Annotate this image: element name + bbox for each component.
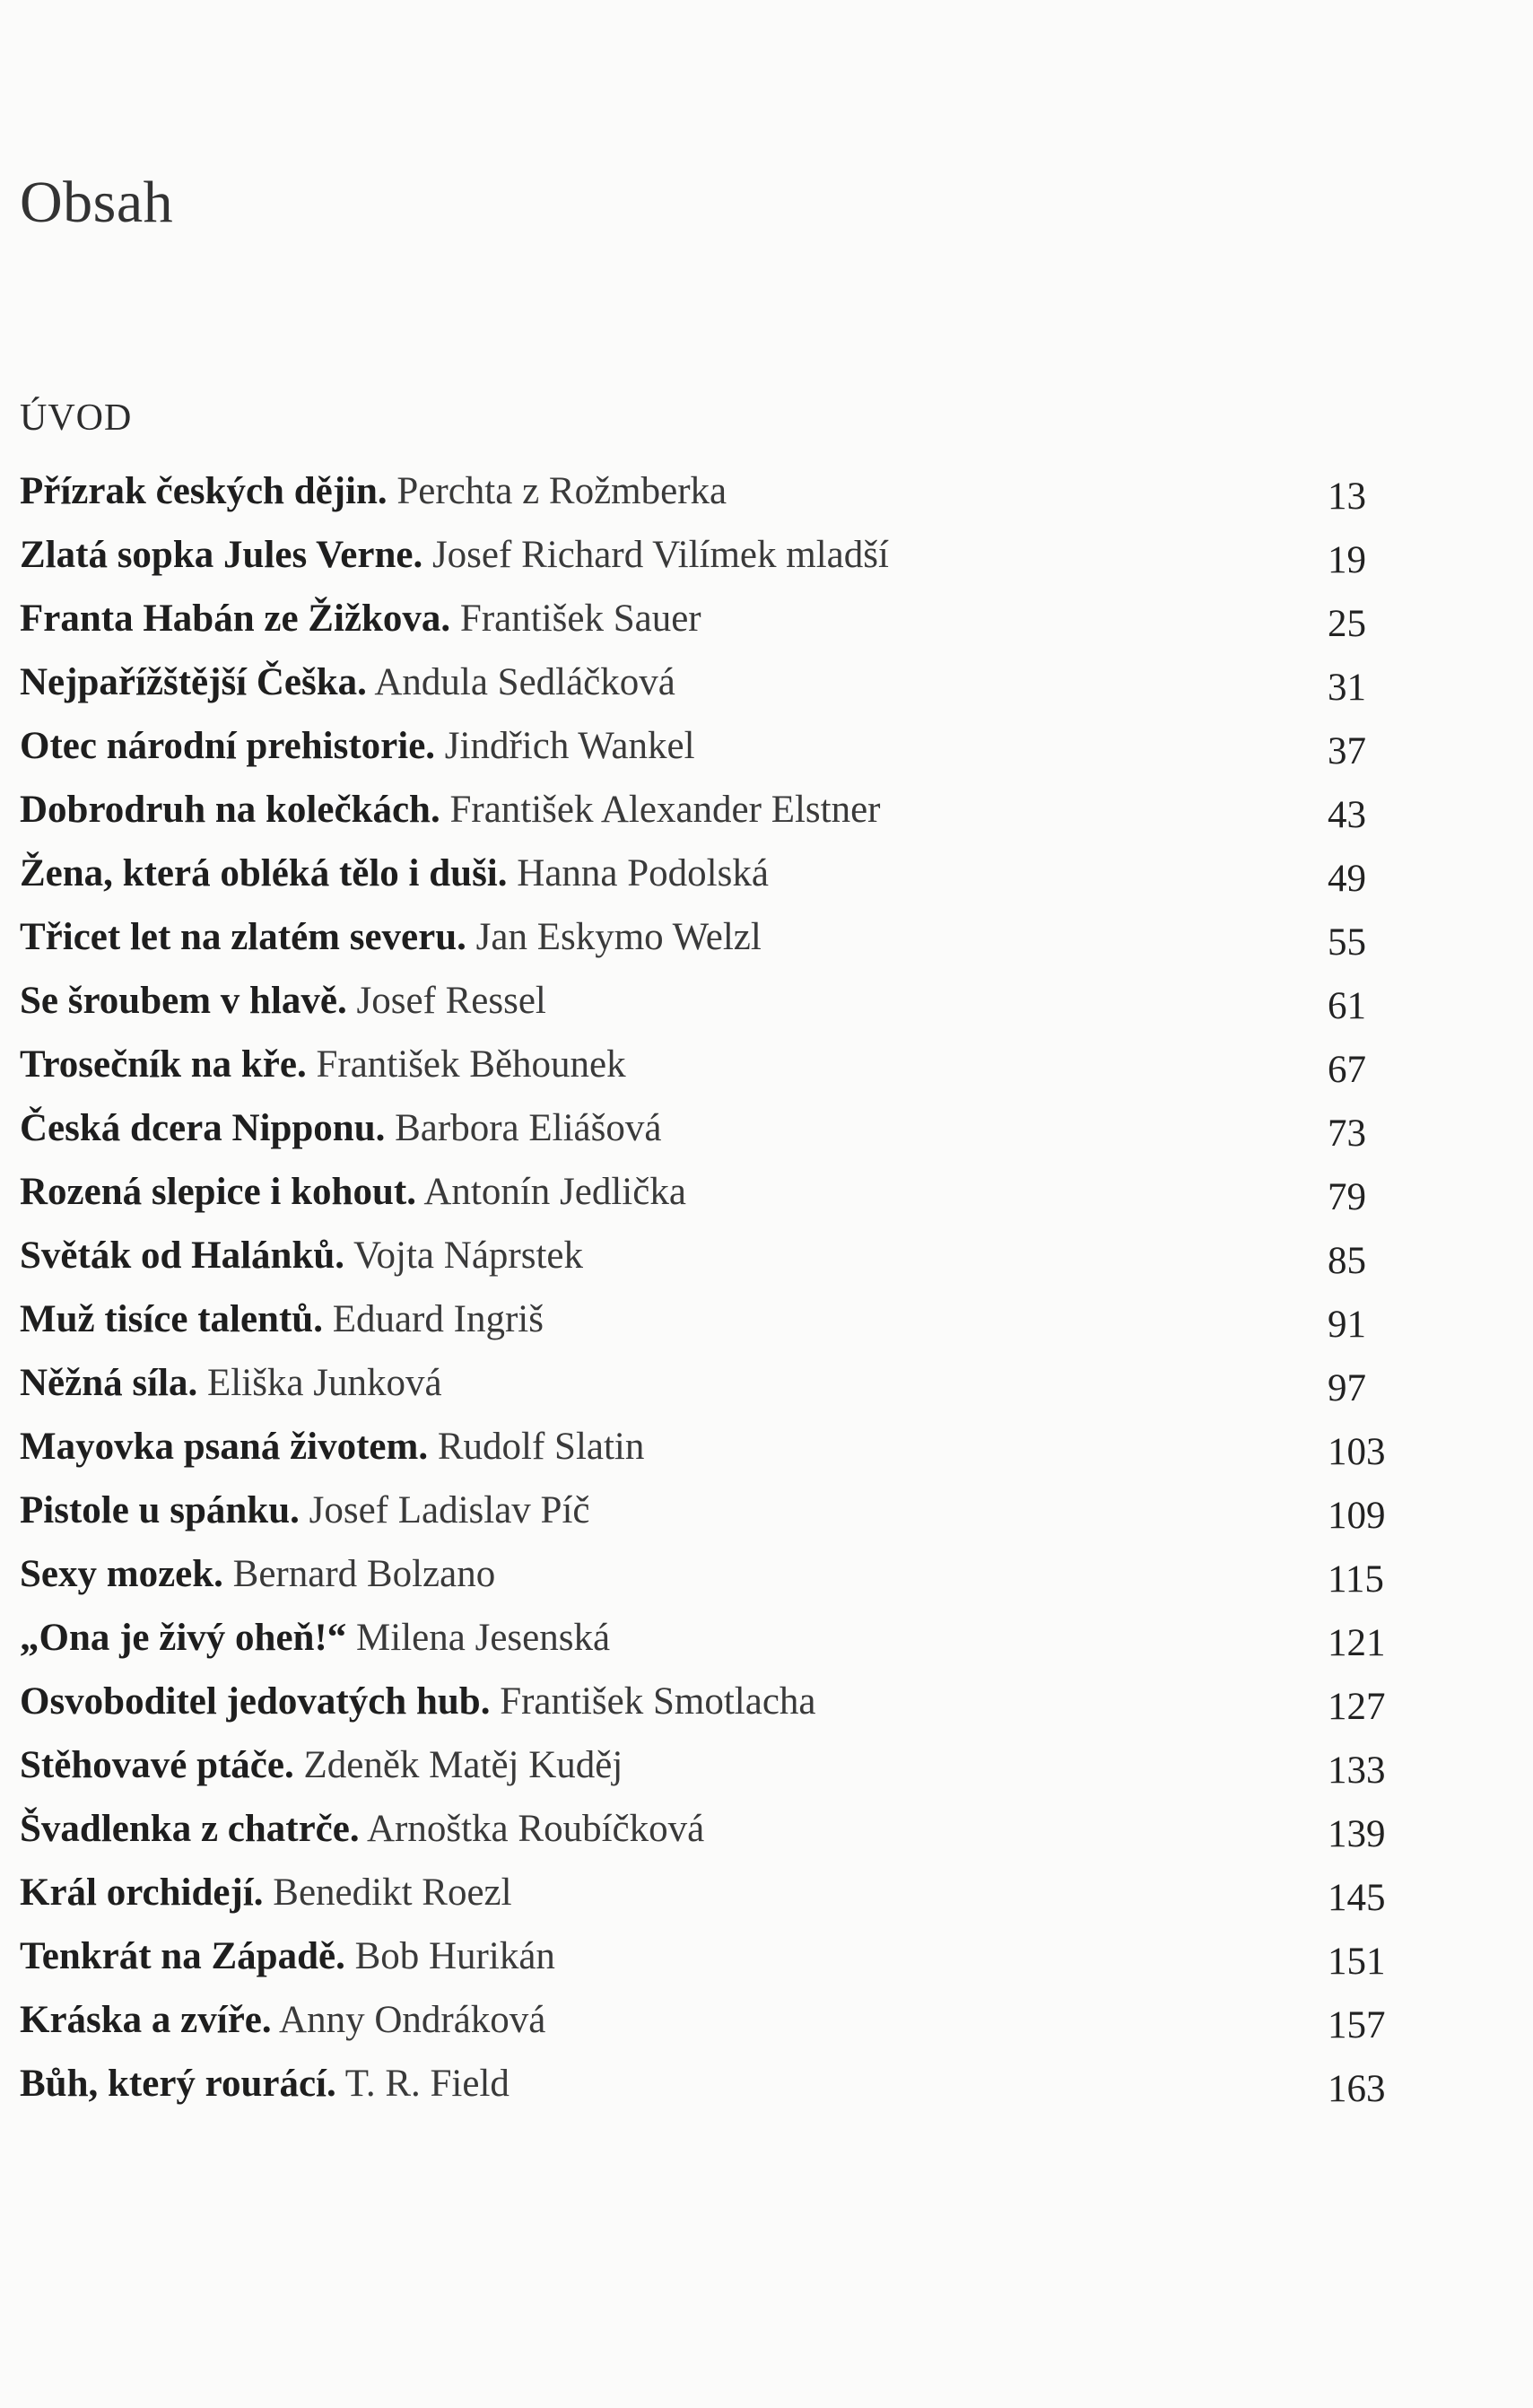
toc-entry bbox=[20, 969, 1401, 1033]
toc-entry-title: Se šroubem v hlavě. bbox=[20, 980, 347, 1022]
toc-entry-page-number: 115 bbox=[1328, 1558, 1384, 1601]
toc-entry-page-number: 139 bbox=[1328, 1813, 1386, 1855]
toc-entry-author: Antonín Jedlička bbox=[423, 1171, 686, 1213]
toc-entry-page-number: 67 bbox=[1328, 1049, 1366, 1091]
toc-entry-page-number: 19 bbox=[1328, 539, 1366, 581]
toc-entry-page-number: 43 bbox=[1328, 794, 1366, 836]
toc-entry-title: Bůh, který rourácí. bbox=[20, 2063, 336, 2105]
toc-entry-title: Pistole u spánku. bbox=[20, 1489, 300, 1531]
toc-entry-title: Kráska a zvíře. bbox=[20, 1999, 272, 2041]
toc-entry-author: Perchta z Rožmberka bbox=[396, 470, 727, 512]
toc-entry-title: Tenkrát na Západě. bbox=[20, 1935, 345, 1977]
toc-entry-title: Sexy mozek. bbox=[20, 1553, 223, 1595]
toc-entry-author: František Smotlacha bbox=[500, 1680, 816, 1723]
toc-entry-author: Eliška Junková bbox=[207, 1362, 442, 1404]
toc-entry-page-number: 25 bbox=[1328, 603, 1366, 645]
toc-entry-page-number: 79 bbox=[1328, 1176, 1366, 1218]
toc-entry-title: Trosečník na kře. bbox=[20, 1043, 307, 1086]
toc-entry-page-number: 109 bbox=[1328, 1495, 1386, 1537]
toc-entry-title: Otec národní prehistorie. bbox=[20, 725, 436, 767]
toc-entry bbox=[20, 650, 1401, 714]
toc-entry bbox=[20, 905, 1401, 969]
toc-entry bbox=[20, 1287, 1401, 1351]
toc-entry-title: Král orchidejí. bbox=[20, 1871, 264, 1914]
toc-entry-author: František Běhounek bbox=[316, 1043, 626, 1086]
toc-entry-page-number: 55 bbox=[1328, 921, 1366, 964]
toc-entry-author: Rudolf Slatin bbox=[437, 1426, 645, 1468]
toc-entry-title: Světák od Halánků. bbox=[20, 1235, 345, 1277]
toc-entry-title: „Ona je živý oheň!“ bbox=[20, 1617, 347, 1659]
toc-entry-author: T. R. Field bbox=[344, 2063, 510, 2105]
toc-entry-page-number: 91 bbox=[1328, 1304, 1366, 1346]
toc-entry-title: Muž tisíce talentů. bbox=[20, 1298, 323, 1340]
toc-entry-page-number: 163 bbox=[1328, 2068, 1386, 2110]
toc-entry-title: Rozená slepice i kohout. bbox=[20, 1171, 416, 1213]
toc-entry-title: Zlatá sopka Jules Verne. bbox=[20, 534, 423, 576]
toc-entry bbox=[20, 842, 1401, 905]
toc-entry bbox=[20, 1415, 1401, 1479]
toc-entry-page-number: 121 bbox=[1328, 1622, 1386, 1664]
toc-entry-title: Franta Habán ze Žižkova. bbox=[20, 598, 451, 640]
toc-entry-page-number: 31 bbox=[1328, 667, 1366, 709]
toc-entry bbox=[20, 587, 1401, 650]
toc-entry bbox=[20, 778, 1401, 842]
section-heading: ÚVOD bbox=[20, 397, 133, 439]
toc-entry bbox=[20, 1160, 1401, 1224]
toc-entry-title: Švadlenka z chatrče. bbox=[20, 1808, 360, 1850]
toc-entry-page-number: 151 bbox=[1328, 1941, 1386, 1983]
toc-entry bbox=[20, 1924, 1401, 1988]
toc-entry-author: Milena Jesenská bbox=[356, 1617, 611, 1659]
toc-entry bbox=[20, 1606, 1401, 1670]
toc-entry bbox=[20, 459, 1401, 523]
toc-entry-title: Třicet let na zlatém severu. bbox=[20, 916, 466, 958]
toc-entry-page-number: 61 bbox=[1328, 985, 1366, 1027]
toc-entry-title: Žena, která obléká tělo i duši. bbox=[20, 852, 508, 894]
toc-entry-author: Barbora Eliášová bbox=[395, 1107, 662, 1149]
toc-entry bbox=[20, 1479, 1401, 1542]
toc-entry-page-number: 13 bbox=[1328, 475, 1366, 518]
toc-entry-author: Bernard Bolzano bbox=[232, 1553, 496, 1595]
toc-entry-author: Vojta Náprstek bbox=[353, 1235, 583, 1277]
toc-entry bbox=[20, 1224, 1401, 1287]
toc-entry-author: Jindřich Wankel bbox=[444, 725, 695, 767]
toc-entry bbox=[20, 523, 1401, 587]
toc-entry-page-number: 49 bbox=[1328, 858, 1366, 900]
toc-entry bbox=[20, 1861, 1401, 1924]
toc-entry-title: Osvoboditel jedovatých hub. bbox=[20, 1680, 491, 1723]
toc-entry-page-number: 103 bbox=[1328, 1431, 1386, 1473]
toc-entry-author: Benedikt Roezl bbox=[273, 1871, 512, 1914]
toc-entry-title: Nejpařížštější Češka. bbox=[20, 661, 367, 703]
toc-entry-author: Jan Eskymo Welzl bbox=[475, 916, 762, 958]
toc-entry bbox=[20, 1033, 1401, 1096]
toc-entry-page-number: 133 bbox=[1328, 1749, 1386, 1792]
toc-entry-page-number: 145 bbox=[1328, 1877, 1386, 1919]
toc-entry-author: František Alexander Elstner bbox=[449, 789, 881, 831]
toc-entry bbox=[20, 1670, 1401, 1733]
toc-entry-title: Něžná síla. bbox=[20, 1362, 198, 1404]
toc-entry bbox=[20, 1988, 1401, 2052]
toc-entry bbox=[20, 714, 1401, 778]
toc-entry-author: Josef Ressel bbox=[356, 980, 546, 1022]
toc-entry-author: Bob Hurikán bbox=[354, 1935, 555, 1977]
toc-entry bbox=[20, 2052, 1401, 2116]
toc-entry-author: Josef Ladislav Píč bbox=[309, 1489, 590, 1531]
toc-entry-author: Josef Richard Vilímek mladší bbox=[431, 534, 889, 576]
toc-entry-author: Zdeněk Matěj Kuděj bbox=[303, 1744, 623, 1786]
toc-entry bbox=[20, 1351, 1401, 1415]
toc-entry-title: Stěhovavé ptáče. bbox=[20, 1744, 294, 1786]
toc-entry-author: Andula Sedláčková bbox=[374, 661, 675, 703]
table-of-contents bbox=[20, 459, 1401, 2116]
toc-entry-title: Přízrak českých dějin. bbox=[20, 470, 388, 512]
toc-entry bbox=[20, 1797, 1401, 1861]
toc-entry bbox=[20, 1733, 1401, 1797]
toc-entry-author: Anny Ondráková bbox=[279, 1999, 546, 2041]
toc-entry-title: Dobrodruh na kolečkách. bbox=[20, 789, 440, 831]
toc-entry-page-number: 127 bbox=[1328, 1686, 1386, 1728]
toc-entry-author: Arnoštka Roubíčková bbox=[367, 1808, 705, 1850]
toc-entry-author: František Sauer bbox=[459, 598, 701, 640]
toc-entry bbox=[20, 1542, 1401, 1606]
toc-entry-page-number: 157 bbox=[1328, 2004, 1386, 2046]
toc-entry bbox=[20, 1096, 1401, 1160]
toc-entry-page-number: 97 bbox=[1328, 1367, 1366, 1409]
toc-entry-page-number: 37 bbox=[1328, 730, 1366, 772]
toc-entry-page-number: 85 bbox=[1328, 1240, 1366, 1282]
toc-entry-author: Hanna Podolská bbox=[517, 852, 769, 894]
page-title: Obsah bbox=[20, 170, 174, 235]
toc-entry-title: Česká dcera Nipponu. bbox=[20, 1107, 386, 1149]
toc-entry-title: Mayovka psaná životem. bbox=[20, 1426, 429, 1468]
toc-entry-page-number: 73 bbox=[1328, 1112, 1366, 1155]
toc-entry-author: Eduard Ingriš bbox=[332, 1298, 544, 1340]
